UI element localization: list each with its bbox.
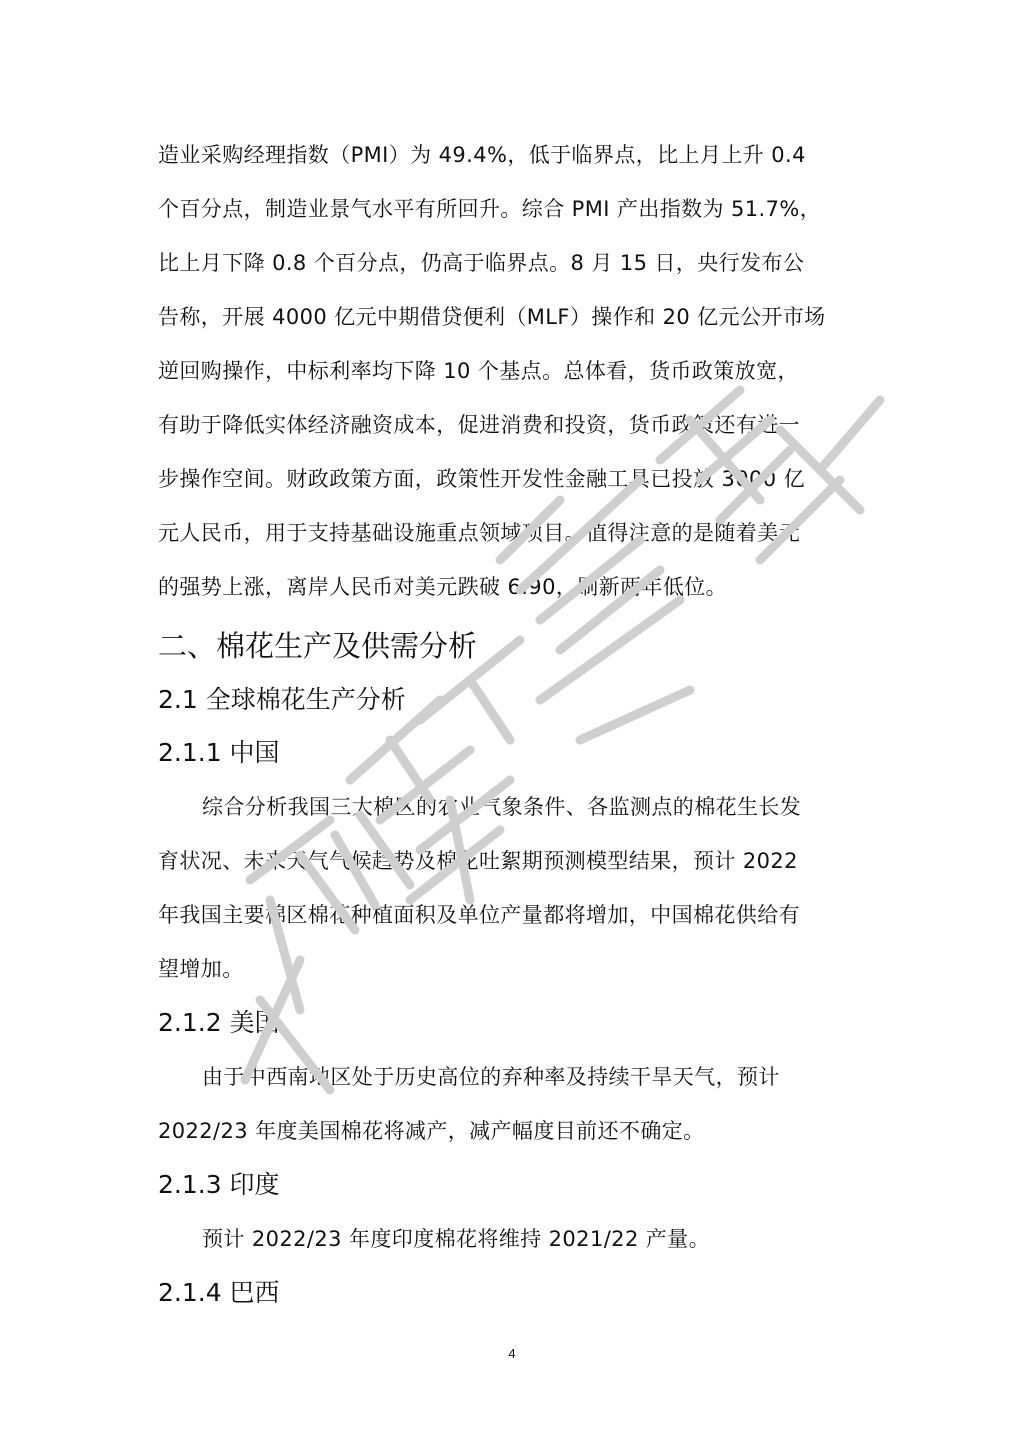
usa-heading: 2.1.2 美国 (158, 1008, 280, 1037)
paragraph-line: 逆回购操作，中标利率均下降 10 个基点。总体看，货币政策放宽， (158, 359, 799, 383)
usa-paragraph (158, 1050, 870, 1158)
paragraph-line: 造业采购经理指数（PMI）为 49.4%，低于临界点，比上月上升 0.4 (158, 143, 806, 167)
paragraph-line: 综合分析我国三大棉区的农业气象条件、各监测点的棉花生长发 (202, 795, 802, 819)
china-paragraph (158, 780, 870, 996)
paragraph-line: 预计 2022/23 年度印度棉花将维持 2021/22 产量。 (202, 1227, 710, 1251)
paragraph-line: 个百分点，制造业景气水平有所回升。综合 PMI 产出指数为 51.7%， (158, 197, 822, 221)
page-number: 4 (508, 1346, 516, 1361)
india-paragraph (158, 1212, 870, 1266)
india-heading: 2.1.3 印度 (158, 1170, 280, 1199)
paragraph-line: 告称，开展 4000 亿元中期借贷便利（MLF）操作和 20 亿元公开市场 (158, 305, 826, 329)
paragraph-line: 比上月下降 0.8 个百分点，仍高于临界点。8 月 15 日，央行发布公 (158, 251, 805, 275)
paragraph-line: 元人民币，用于支持基础设施重点领域项目。值得注意的是随着美元 (158, 521, 800, 545)
paragraph-line: 有助于降低实体经济融资成本，促进消费和投资，货币政策还有进一 (158, 413, 800, 437)
paragraph-line: 年我国主要棉区棉花种植面积及单位产量都将增加，中国棉花供给有 (158, 903, 800, 927)
paragraph-line: 2022/23 年度美国棉花将减产，减产幅度目前还不确定。 (158, 1119, 705, 1143)
paragraph-line: 的强势上涨，离岸人民币对美元跌破 6.90，刷新两年低位。 (158, 575, 728, 599)
body-paragraph-1 (158, 128, 870, 614)
paragraph-line: 育状况、未来天气气候趋势及棉花吐絮期预测模型结果，预计 2022 (158, 849, 798, 873)
brazil-heading: 2.1.4 巴西 (158, 1278, 280, 1307)
page-content (158, 128, 870, 1320)
paragraph-line: 步操作空间。财政政策方面，政策性开发性金融工具已投放 3000 亿 (158, 467, 805, 491)
paragraph-line: 由于中西南地区处于历史高位的弃种率及持续干旱天气，预计 (202, 1065, 780, 1089)
subsection-heading: 2.1 全球棉花生产分析 (158, 685, 406, 714)
paragraph-line: 望增加。 (158, 957, 244, 981)
section-heading: 二、棉花生产及供需分析 (158, 629, 478, 663)
china-heading: 2.1.1 中国 (158, 738, 280, 767)
